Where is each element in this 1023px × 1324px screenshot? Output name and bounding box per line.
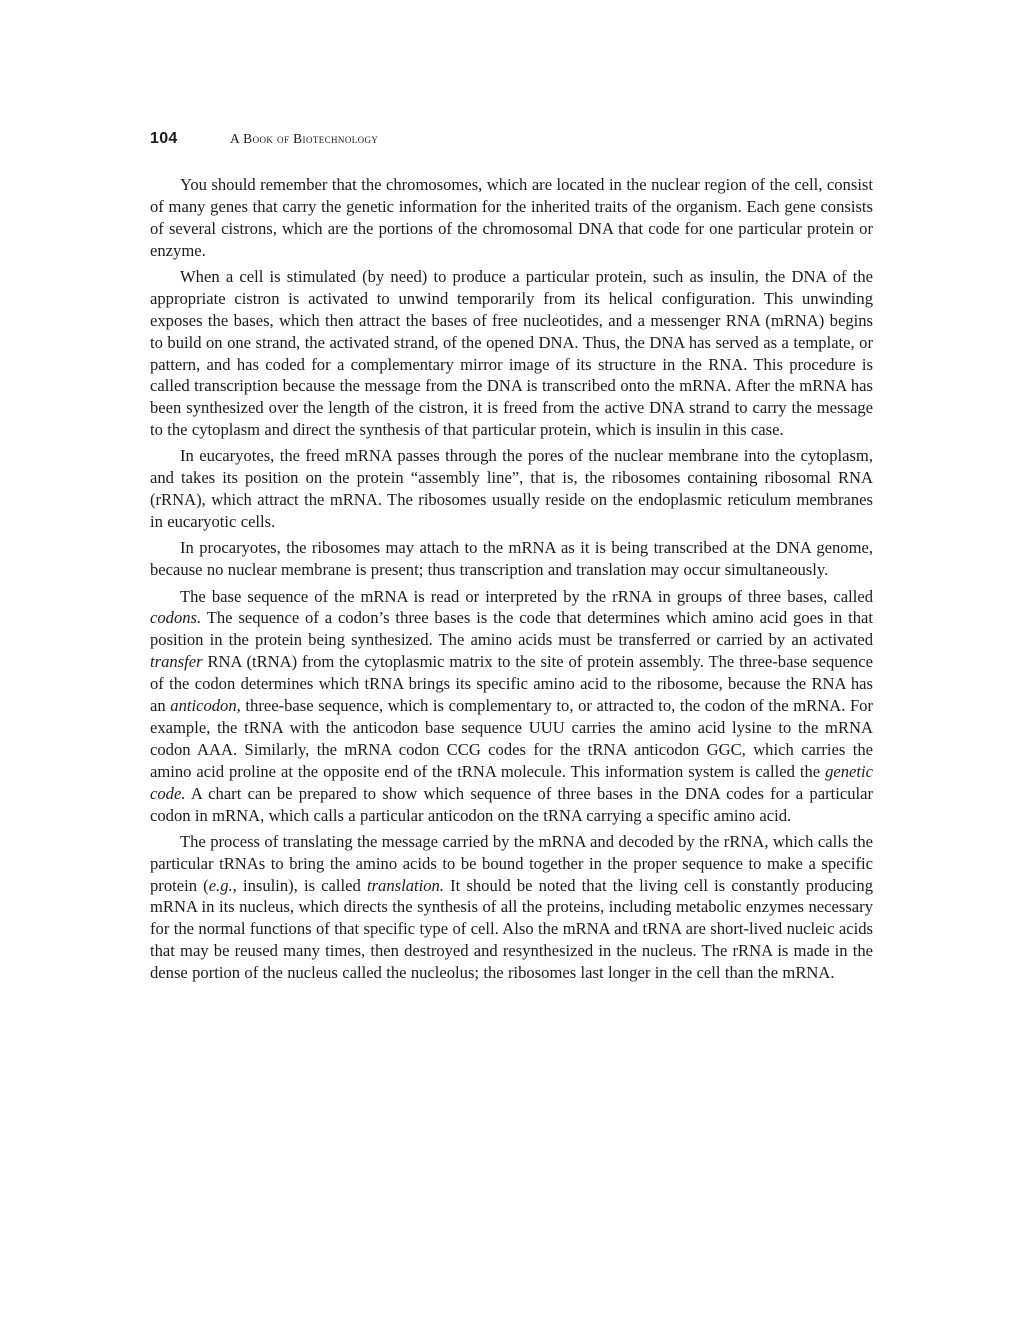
text-segment: When a cell is stimulated (by need) to produce a particular protein, such as insulin, the DNA of the appropriate cistron is activated to unwind temporarily from its helical configuration. This unwinding exposes the bases, which then attract the bases of free nucleotides, and a messenger RNA (mRNA) begins to build on one strand, the activated strand, of the opened DNA. Thus, the DNA has served as a template, or pattern, and has coded for a complementary mirror image of its structure in the RNA. This procedure is called transcription because the message from the DNA is transcribed onto the mRNA. After the mRNA has been synthesized over the length of the cistron, it is freed from the active DNA strand to carry the message to the cytoplasm and direct the synthesis of that particular protein, which is insulin in this case. bbox=[150, 266, 873, 440]
paragraph-procaryotes bbox=[150, 537, 873, 581]
term-translation: translation. bbox=[366, 875, 444, 895]
page-number: 104 bbox=[150, 130, 178, 147]
text-segment: RNA (tRNA) from the cytoplasmic matrix to the site of protein assembly. The three-base sequence of the codon determines which tRNA brings its specific amino acid to the ribosome, because the RNA has an bbox=[150, 652, 873, 716]
text-segment: The base sequence of the mRNA is read or interpreted by the rRNA in groups of three bases, called bbox=[180, 586, 873, 606]
text-segment: In procaryotes, the ribosomes may attach to the mRNA as it is being transcribed at the DNA genome, because no nuclear membrane is present; thus transcription and translation may occur simultaneously. bbox=[150, 538, 873, 580]
paragraph-transcription bbox=[150, 266, 873, 441]
text-segment: The sequence of a codon’s three bases is the code that determines which amino acid goes in that position in the protein being synthesized. The amino acids must be transferred or carried by an activated bbox=[150, 608, 873, 650]
paragraph-genetic-code bbox=[150, 586, 873, 827]
text-segment: A chart can be prepared to show which sequence of three bases in the DNA codes for a particular codon in mRNA, which calls a particular anticodon on the tRNA carrying a specific amino acid. bbox=[150, 783, 873, 825]
text-segment: In eucaryotes, the freed mRNA passes through the pores of the nuclear membrane into the cytoplasm, and takes its position on the protein “assembly line”, that is, the ribosomes containing ribosomal RNA (rRNA), which attract the mRNA. The ribosomes usually reside on the endoplasmic reticulum membranes in eucaryotic cells. bbox=[150, 446, 873, 532]
paragraph-translation bbox=[150, 831, 873, 984]
body-text bbox=[150, 174, 873, 984]
book-title: A Book of Biotechnology bbox=[230, 131, 379, 146]
term-eg: e.g., bbox=[208, 875, 237, 895]
term-genetic-code: genetic code. bbox=[150, 761, 873, 803]
paragraph-eucaryotes bbox=[150, 445, 873, 533]
text-segment: The process of translating the message carried by the mRNA and decoded by the rRNA, which calls the particular tRNAs to bring the amino acids to be bound together in the proper sequence to make a specific protein ( bbox=[150, 831, 873, 895]
text-segment: It should be noted that the living cell is constantly producing mRNA in its nucleus, which directs the synthesis of all the proteins, including metabolic enzymes necessary for the normal functions of that specific type of cell. Also the mRNA and tRNA are short-lived nucleic acids that may be reused many times, then destroyed and resynthesized in the nucleus. The rRNA is made in the dense portion of the nucleus called the nucleolus; the ribosomes last longer in the cell than the mRNA. bbox=[150, 875, 873, 983]
term-transfer: transfer bbox=[150, 652, 203, 672]
term-codons: codons. bbox=[150, 608, 202, 628]
text-segment: three-base sequence, which is complementary to, or attracted to, the codon of the mRNA. For example, the tRNA with the anticodon base sequence UUU carries the amino acid lysine to the mRNA codon AAA. Similarly, the mRNA codon CCG codes for the tRNA anticodon GGC, which carries the amino acid proline at the opposite end of the tRNA molecule. This information system is called the bbox=[150, 696, 874, 781]
text-segment: insulin), is called bbox=[236, 875, 367, 895]
running-header bbox=[150, 130, 873, 156]
paragraph-chromosomes bbox=[150, 174, 873, 262]
text-segment: You should remember that the chromosomes, which are located in the nuclear region of the cell, consist of many genes that carry the genetic information for the inherited traits of the organism. Each gene consists of several cistrons, which are the portions of the chromosomal DNA that code for one particular protein or enzyme. bbox=[150, 175, 873, 260]
term-anticodon: anticodon, bbox=[170, 696, 241, 716]
book-page bbox=[150, 130, 873, 984]
